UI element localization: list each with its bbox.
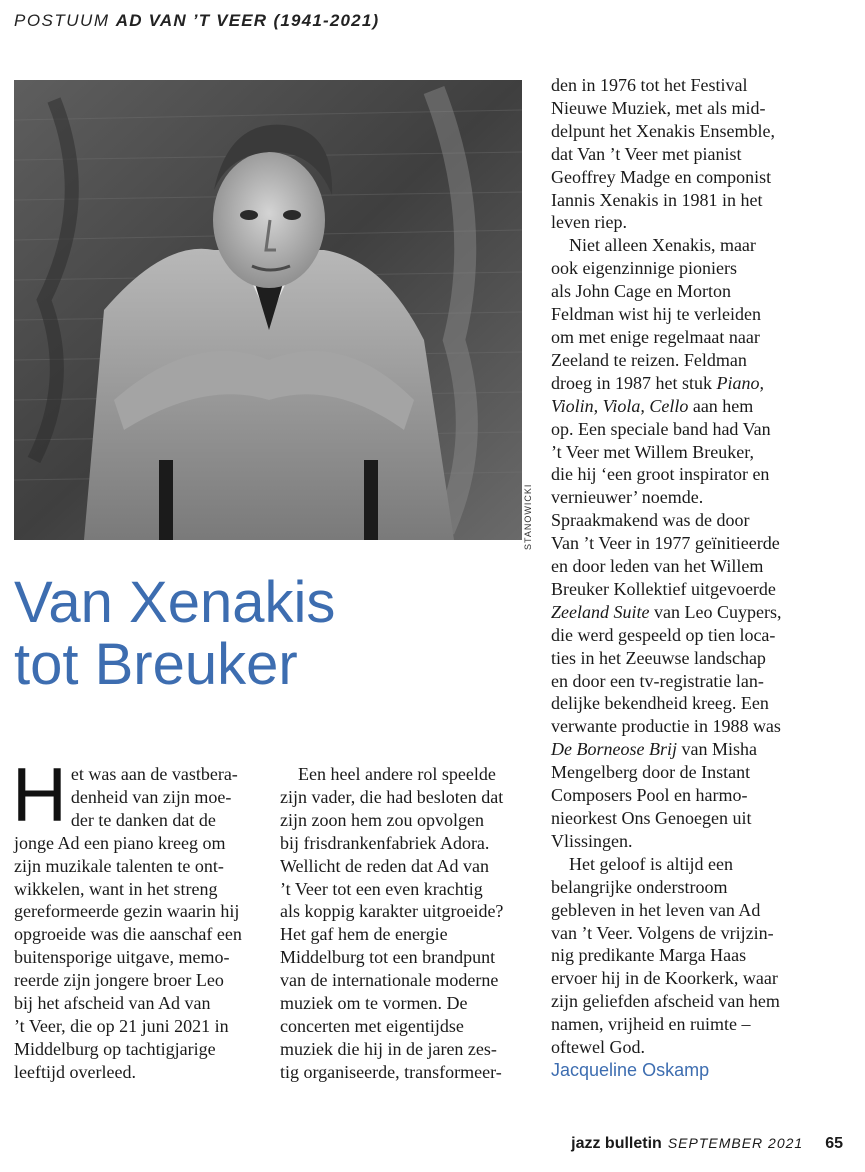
text-line: Middelburg op tachtigjarige (14, 1038, 216, 1059)
text-line: opgroeide was die aanschaf een (14, 924, 242, 945)
text-line: Nieuwe Muziek, met als mid- (551, 97, 766, 118)
text-line: Iannis Xenakis in 1981 in het (551, 189, 763, 210)
text-line: oftewel God. (551, 1037, 645, 1058)
article-column-2 (280, 763, 538, 1084)
text-line (551, 601, 801, 624)
section-kicker (14, 11, 379, 31)
text-line: Feldman wist hij te verleiden (551, 304, 761, 325)
text-line: ties in het Zeeuwse landschap (551, 647, 766, 668)
issue-date: SEPTEMBER 2021 (667, 1135, 804, 1151)
article-headline (14, 572, 534, 696)
text-line: Spraakmakend was de door (551, 510, 750, 531)
text-line: Het gaf hem de energie (280, 924, 448, 945)
text-line: delijke bekendheid kreeg. Een (551, 693, 769, 714)
work-title: Zeeland Suite (551, 601, 650, 622)
text-line: Het geloof is altijd een (569, 853, 733, 874)
text-line: belangrijke onderstroom (551, 876, 728, 897)
kicker-section: POSTUUM (14, 11, 110, 30)
text-line: Wellicht de reden dat Ad van (280, 855, 489, 876)
kicker-subject: AD VAN ’T VEER (115, 11, 268, 30)
work-title: Piano, (716, 372, 764, 393)
text-line: reerde zijn jongere broer Leo (14, 970, 224, 991)
text-line (551, 738, 801, 761)
text-line: om met enige regelmaat naar (551, 326, 760, 347)
magazine-name: jazz bulletin (571, 1135, 662, 1152)
text-line: en door een tv-registratie lan- (551, 670, 764, 691)
text-line: Mengelberg door de Instant (551, 762, 751, 783)
text-line: leven riep. (551, 212, 627, 233)
text-run: droeg in 1987 het stuk (551, 372, 717, 393)
text-line: nig predikante Marga Haas (551, 945, 747, 966)
text-line: vernieuwer’ noemde. (551, 487, 704, 508)
text-line: als koppig karakter uitgroeide? (280, 901, 504, 922)
text-line: en door leden van het Willem (551, 556, 764, 577)
article-column-1 (12, 753, 264, 1084)
text-line: ’t Veer, die op 21 juni 2021 in (14, 1015, 229, 1036)
text-line (551, 395, 801, 418)
text-line: ’t Veer met Willem Breuker, (551, 441, 755, 462)
text-line: namen, vrijheid en ruimte – (551, 1014, 751, 1035)
text-line: gebleven in het leven van Ad (551, 899, 761, 920)
text-line: die hij ‘een groot inspirator en (551, 464, 770, 485)
text-line: et was aan de vastbera- (70, 764, 238, 784)
text-line: op. Een speciale band had Van (551, 418, 771, 439)
text-line: verwante productie in 1988 was (551, 716, 781, 737)
text-line: Middelburg tot een brandpunt (280, 947, 496, 968)
text-line: ervoer hij in de Koorkerk, waar (551, 968, 778, 989)
drop-cap: H (12, 753, 67, 838)
text-line: Zeeland te reizen. Feldman (551, 349, 747, 370)
text-line: der te danken dat de (70, 809, 216, 830)
headline-line-2: tot Breuker (14, 632, 298, 697)
text-line: als John Cage en Morton (551, 281, 731, 302)
text-line: zijn muzikale talenten te ont- (14, 855, 224, 876)
text-run: van Leo Cuypers, (649, 601, 782, 622)
text-line: wikkelen, want in het streng (14, 878, 218, 899)
portrait-photo (14, 80, 522, 540)
author-byline: Jacqueline Oskamp (551, 1059, 710, 1080)
text-line: gereformeerde gezin waarin hij (14, 901, 240, 922)
text-line: Een heel andere rol speelde (298, 764, 496, 784)
text-line: muziek om te vormen. De (280, 993, 468, 1014)
portrait-illustration (14, 80, 522, 540)
text-line: Niet alleen Xenakis, maar (569, 235, 756, 256)
kicker-years: (1941-2021) (273, 11, 380, 30)
text-line: ’t Veer tot een even krachtig (280, 878, 483, 899)
photo-credit: STANOWICKI (523, 483, 533, 550)
text-line: leeftijd overleed. (14, 1061, 136, 1082)
text-line: bij frisdrankenfabriek Adora. (280, 832, 490, 853)
work-title: Violin, Viola, Cello (551, 395, 689, 416)
text-line (551, 372, 801, 395)
text-line: ook eigenzinnige pioniers (551, 258, 737, 279)
text-line: die werd gespeeld op tien loca- (551, 624, 776, 645)
text-line: Geoffrey Madge en componist (551, 166, 772, 187)
text-line: concerten met eigentijdse (280, 1015, 464, 1036)
text-line: Vlissingen. (551, 830, 633, 851)
text-line: tig organiseerde, transformeer- (280, 1061, 502, 1082)
text-line: van ’t Veer. Volgens de vrijzin- (551, 922, 774, 943)
text-line: dat Van ’t Veer met pianist (551, 143, 742, 164)
text-line: muziek die hij in de jaren zes- (280, 1038, 497, 1059)
text-line: zijn geliefden afscheid van hem (551, 991, 780, 1012)
page-number: 65 (825, 1135, 843, 1152)
text-line: buitensporige uitgave, memo- (14, 947, 230, 968)
text-line: den in 1976 tot het Festival (551, 75, 748, 95)
text-line: nieorkest Ons Genoegen uit (551, 808, 752, 828)
text-line: zijn vader, die had besloten dat (280, 786, 504, 807)
page-footer (571, 1135, 843, 1153)
text-line: denheid van zijn moe- (70, 786, 232, 807)
text-line: Breuker Kollektief uitgevoerde (551, 578, 776, 599)
text-line: zijn zoon hem zou opvolgen (280, 809, 484, 830)
text-line: delpunt het Xenakis Ensemble, (551, 120, 775, 141)
text-line: bij het afscheid van Ad van (14, 993, 211, 1014)
text-line: jonge Ad een piano kreeg om (14, 832, 226, 853)
article-column-3 (551, 74, 801, 1082)
text-line: van de internationale moderne (280, 970, 499, 991)
text-run: aan hem (688, 395, 754, 416)
text-line: Composers Pool en harmo- (551, 785, 748, 806)
text-line: Van ’t Veer in 1977 geïnitieerde (551, 533, 780, 554)
headline-line-1: Van Xenakis (14, 570, 336, 635)
text-run: van Misha (676, 739, 757, 760)
work-title: De Borneose Brij (551, 739, 677, 760)
